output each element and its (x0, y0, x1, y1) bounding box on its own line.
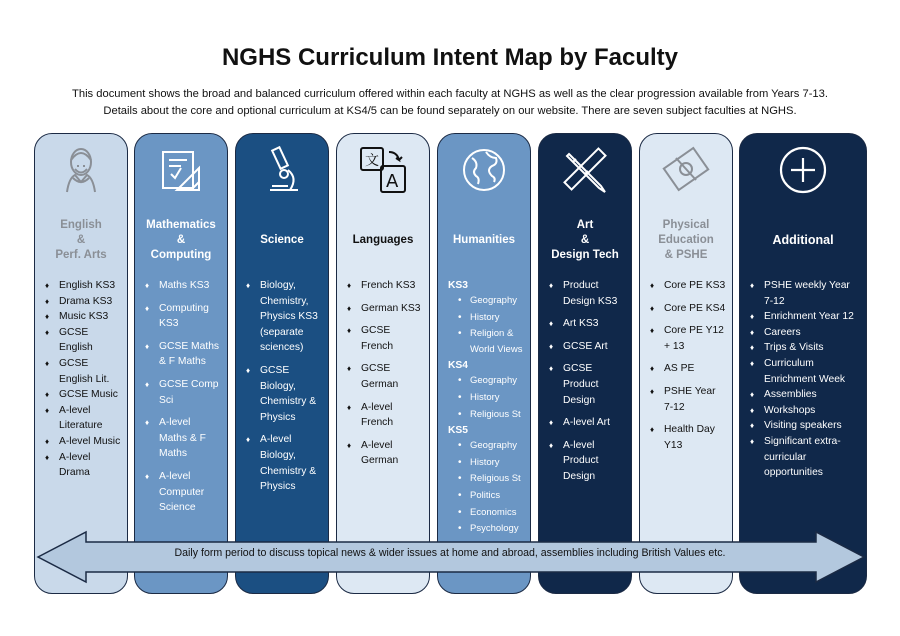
subject-list (740, 278, 866, 481)
list-item: • Geography (448, 293, 526, 309)
list-item: ♦ A-level Maths & F Maths (145, 415, 221, 462)
faculty-column-art-design (538, 133, 632, 594)
list-item: • Geography (448, 438, 526, 454)
microscope-icon (236, 142, 328, 204)
shakespeare-icon (35, 142, 127, 204)
intro-text (30, 86, 870, 119)
list-item: • History (448, 390, 526, 406)
subject-list (640, 278, 732, 460)
faculty-column-additional (739, 133, 867, 594)
faculty-heading: Science (260, 233, 304, 246)
list-item: • Politics (448, 488, 526, 504)
faculty-heading: Art & Design Tech (551, 218, 619, 261)
list-item: ♦ AS PE (650, 361, 726, 377)
list-item: ♦ French KS3 (347, 278, 423, 294)
translate-icon (337, 142, 429, 204)
faculty-column-english (34, 133, 128, 594)
faculty-column-pe-pshe (639, 133, 733, 594)
maths-tools-icon (135, 142, 227, 204)
subject-list (448, 438, 526, 537)
faculty-heading: Physical Education & PSHE (658, 218, 714, 261)
group-label-ks3: KS3 (448, 280, 469, 291)
list-item: ♦ GCSE English (45, 325, 121, 356)
globe-icon (438, 142, 530, 204)
list-item: ♦ GCSE English Lit. (45, 356, 121, 387)
plus-circle-icon (740, 142, 866, 204)
faculty-column-humanities (437, 133, 531, 594)
group-label-ks5: KS5 (448, 425, 469, 437)
list-item: ♦ Product Design KS3 (549, 278, 625, 309)
list-item: ♦ GCSE Comp Sci (145, 377, 221, 408)
list-item: • Religious St (448, 407, 526, 423)
list-item: ♦ A-level Literature (45, 403, 121, 434)
list-item: ♦ GCSE German (347, 361, 423, 392)
list-item: ♦ A-level French (347, 400, 423, 431)
list-item: • Economics (448, 505, 526, 521)
list-item: • Religious St (448, 471, 526, 487)
list-item: ♦ German KS3 (347, 301, 423, 317)
ruler-pencil-icon (539, 142, 631, 204)
intro-line-1: This document shows the broad and balanced curriculum offered within each faculty at NGHS as well as the clear progression available from Years 7-13. (72, 88, 828, 100)
list-item: ♦ A-level Art (549, 415, 625, 431)
list-item: ♦ Music KS3 (45, 309, 121, 325)
subject-list (539, 278, 631, 492)
group-label-ks4: KS4 (448, 360, 469, 372)
list-item: ♦ Health Day Y13 (650, 422, 726, 453)
banner-text: Daily form period to discuss topical news & wider issues at home and abroad, assemblies including British Values etc. (174, 547, 726, 559)
subject-list (448, 293, 526, 357)
intro-line-2: Details about the core and optional curriculum at KS4/5 can be found separately on our website. There are seven subject faculties at NGHS. (103, 104, 797, 117)
faculty-column-mathematics (134, 133, 228, 594)
list-item: ♦ Core PE Y12 + 13 (650, 323, 726, 354)
faculty-column-languages (336, 133, 430, 594)
list-item: • History (448, 310, 526, 326)
list-item: • Psychology (448, 521, 526, 537)
list-item: ♦ Enrichment Year 12 (750, 309, 860, 325)
list-item: • Religion & World Views (448, 326, 526, 357)
list-item: ♦ Significant extra-curricular opportunities (750, 434, 860, 481)
list-item: ♦ Maths KS3 (145, 278, 221, 294)
list-item: ♦ Drama KS3 (45, 294, 121, 310)
list-item: • Geography (448, 373, 526, 389)
svg-text:A: A (386, 171, 399, 192)
list-item: ♦ Core PE KS3 (650, 278, 726, 294)
faculty-heading: Mathematics & Computing (146, 218, 216, 261)
page-title: NGHS Curriculum Intent Map by Faculty (221, 44, 679, 71)
list-item: ♦ Biology, Chemistry, Physics KS3 (separate sciences) (246, 278, 322, 356)
list-item: ♦ GCSE Music (45, 387, 121, 403)
faculty-heading: Additional (772, 232, 834, 247)
subject-list (448, 373, 526, 422)
list-item: ♦ A-level Computer Science (145, 469, 221, 516)
subject-list (135, 278, 227, 523)
list-item: ♦ Careers (750, 325, 860, 341)
list-item: ♦ GCSE Biology, Chemistry & Physics (246, 363, 322, 425)
faculty-heading: Languages (352, 233, 414, 246)
list-item: ♦ A-level Drama (45, 450, 121, 481)
faculty-column-science (235, 133, 329, 594)
faculty-heading: English & Perf. Arts (55, 218, 107, 261)
list-item: ♦ A-level German (347, 438, 423, 469)
list-item: ♦ Trips & Visits (750, 340, 860, 356)
list-item: ♦ GCSE Art (549, 339, 625, 355)
list-item: ♦ Computing KS3 (145, 301, 221, 332)
list-item: • History (448, 455, 526, 471)
list-item: ♦ PSHE weekly Year 7-12 (750, 278, 860, 309)
subject-list (236, 278, 328, 502)
list-item: ♦ A-level Biology, Chemistry & Physics (246, 432, 322, 494)
svg-text:文: 文 (365, 153, 379, 169)
list-item: ♦ A-level Music (45, 434, 121, 450)
list-item: ♦ PSHE Year 7-12 (650, 384, 726, 415)
list-item: ♦ Curriculum Enrichment Week (750, 356, 860, 387)
list-item: ♦ English KS3 (45, 278, 121, 294)
list-item: ♦ GCSE Product Design (549, 361, 625, 408)
list-item: ♦ Workshops (750, 403, 860, 419)
faculty-heading: Humanities (453, 233, 515, 246)
humanities-groups (448, 278, 526, 538)
list-item: ♦ Visiting speakers (750, 418, 860, 434)
list-item: ♦ Art KS3 (549, 316, 625, 332)
subject-list (35, 278, 127, 481)
list-item: ♦ Core PE KS4 (650, 301, 726, 317)
list-item: ♦ Assemblies (750, 387, 860, 403)
list-item: ♦ A-level Product Design (549, 438, 625, 485)
sports-pitch-icon (640, 142, 732, 204)
list-item: ♦ GCSE French (347, 323, 423, 354)
subject-list (337, 278, 429, 476)
list-item: ♦ GCSE Maths & F Maths (145, 339, 221, 370)
